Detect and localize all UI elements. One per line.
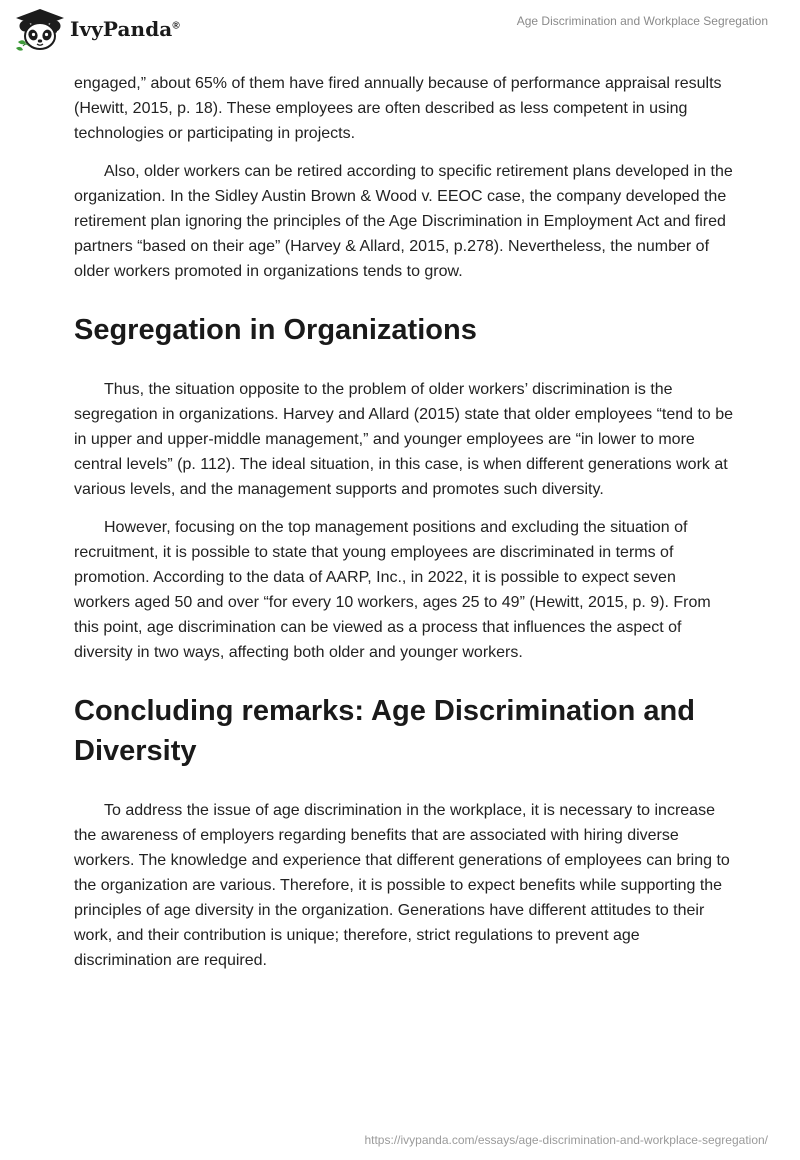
brand-name bbox=[70, 17, 180, 41]
source-url-link[interactable]: https://ivypanda.com/essays/age-discrimination-and-workplace-segregation/ bbox=[364, 1133, 768, 1147]
paragraph-5: To address the issue of age discrimination in the workplace, it is necessary to increase the awareness of employers regarding benefits that are associated with hiring diverse workers. The knowledge and experience that different generations of employees can bring to the organization are various. Therefore, it is possible to expect benefits while supporting the principles of age diversity in the organization. Generations have different attitudes to their work, and their contribution is unique; therefore, strict regulations to prevent age discrimination are required. bbox=[74, 802, 730, 969]
registered-mark: ® bbox=[172, 20, 180, 32]
paragraph-1: engaged,” about 65% of them have fired annually because of performance appraisal results (Hewitt, 2015, p. 18). These employees are often described as less competent in using technologies or participating in projects. bbox=[74, 75, 722, 142]
ivypanda-logo[interactable] bbox=[14, 6, 180, 52]
paragraph-3: Thus, the situation opposite to the problem of older workers’ discrimination is the segregation in organizations. Harvey and Allard (2015) state that older employees “tend to be in upper and upper-middle management,” and younger employees are “in lower to more central levels” (p. 112). The ideal situation, in this case, is when different generations work at various levels, and the management supports and promotes such diversity. bbox=[74, 381, 734, 498]
page-header bbox=[0, 0, 800, 64]
section-heading-concluding: Concluding remarks: Age Discrimination and Diversity bbox=[74, 695, 695, 767]
paragraph-4: However, focusing on the top management positions and excluding the situation of recruitment, it is possible to state that young employees are discriminated in terms of promotion. According to the data of AARP, Inc., in 2022, it is possible to expect seven workers aged 50 and over “for every 10 workers, ages 25 to 49” (Hewitt, 2015, p. 9). From this point, age discrimination can be viewed as a process that influences the aspect of diversity in two ways, affecting both older and younger workers. bbox=[74, 519, 711, 661]
article-body bbox=[74, 71, 734, 986]
section-heading-segregation: Segregation in Organizations bbox=[74, 314, 477, 346]
panda-graduate-icon bbox=[14, 6, 66, 52]
document-title: Age Discrimination and Workplace Segregation bbox=[516, 14, 768, 28]
paragraph-2: Also, older workers can be retired according to specific retirement plans developed in the organization. In the Sidley Austin Brown & Wood v. EEOC case, the company developed the retirement plan ignoring the principles of the Age Discrimination in Employment Act and fired partners “based on their age” (Harvey & Allard, 2015, p.278). Nevertheless, the number of older workers promoted in organizations tends to grow. bbox=[74, 163, 733, 280]
brand-name-text: IvyPanda bbox=[70, 17, 173, 41]
